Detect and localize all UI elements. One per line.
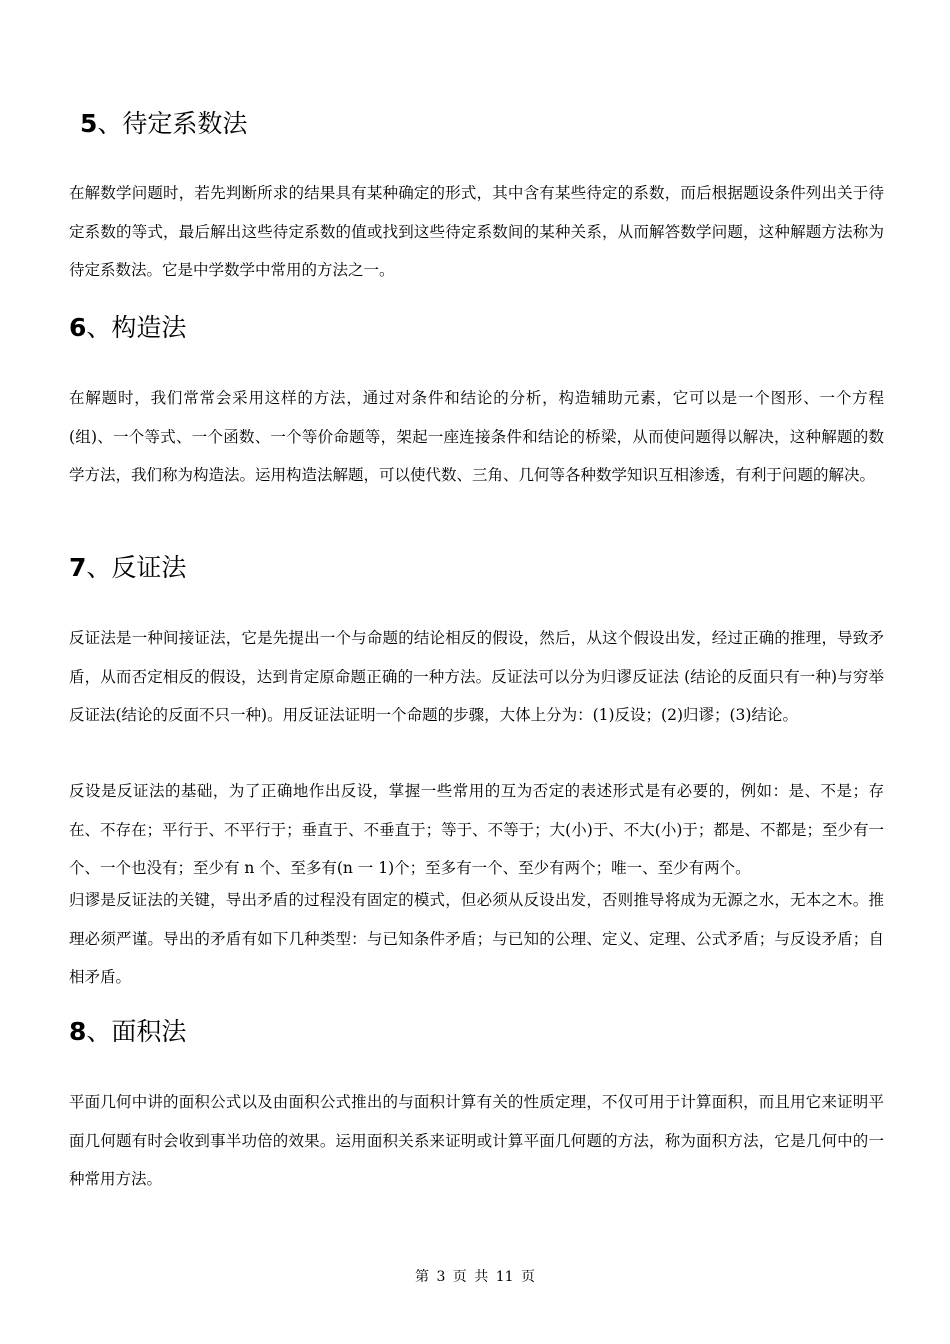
section-heading-5: [80, 108, 247, 140]
section-paragraph: 在解数学问题时，若先判断所求的结果具有某种确定的形式，其中含有某些待定的系数，而后根据题设条件列出关于待定系数的等式，最后解出这些待定系数的值或找到这些待定系数间的某种关系，从而解答数学问题，这种解题方法称为待定系数法。它是中学数学中常用的方法之一。: [69, 184, 884, 280]
section-paragraph: 反设是反证法的基础，为了正确地作出反设，掌握一些常用的互为否定的表述形式是有必要的，例如：是、不是；存在、不存在；平行于、不平行于；垂直于、不垂直于；等于、不等于；大(小)于、不大(小)于；都是、不都是；至少有一个、一个也没有；至少有 n 个、至多有(n 一 1)个；至多有一个、至少有两个；唯一、至少有两个。: [69, 782, 884, 878]
section-title: 、反证法: [86, 553, 187, 582]
section-number: 5: [80, 109, 98, 138]
page-footer: 第 3 页 共 11 页: [415, 1269, 535, 1285]
section-title: 、构造法: [86, 313, 187, 342]
section-paragraph: 平面几何中讲的面积公式以及由面积公式推出的与面积计算有关的性质定理，不仅可用于计算面积，而且用它来证明平面几何题有时会收到事半功倍的效果。运用面积关系来证明或计算平面几何题的方法，称为面积方法，它是几何中的一种常用方法。: [69, 1093, 884, 1189]
section-paragraph: 在解题时，我们常常会采用这样的方法，通过对条件和结论的分析，构造辅助元素，它可以是一个图形、一个方程(组)、一个等式、一个函数、一个等价命题等，架起一座连接条件和结论的桥梁，从而使问题得以解决，这种解题的数学方法，我们称为构造法。运用构造法解题，可以使代数、三角、几何等各种数学知识互相渗透，有利于问题的解决。: [69, 389, 884, 485]
section-heading-7: [69, 552, 186, 584]
section-number: 8: [69, 1017, 87, 1046]
section-title: 、待定系数法: [97, 109, 248, 138]
section-paragraph: 归谬是反证法的关键，导出矛盾的过程没有固定的模式，但必须从反设出发，否则推导将成为无源之水，无本之木。推理必须严谨。导出的矛盾有如下几种类型：与已知条件矛盾；与已知的公理、定义、定理、公式矛盾；与反设矛盾；自相矛盾。: [69, 891, 884, 987]
section-number: 6: [69, 313, 87, 342]
section-heading-6: [69, 312, 186, 344]
section-title: 、面积法: [86, 1017, 187, 1046]
section-paragraph: 反证法是一种间接证法，它是先提出一个与命题的结论相反的假设，然后，从这个假设出发，经过正确的推理，导致矛盾，从而否定相反的假设，达到肯定原命题正确的一种方法。反证法可以分为归谬反证法 (结论的反面只有一种)与穷举反证法(结论的反面不只一种)。用反证法证明一个命题的步骤，大体上分为：(1)反设；(2)归谬；(3)结论。: [69, 629, 884, 725]
section-number: 7: [69, 553, 87, 582]
section-heading-8: [69, 1016, 186, 1048]
